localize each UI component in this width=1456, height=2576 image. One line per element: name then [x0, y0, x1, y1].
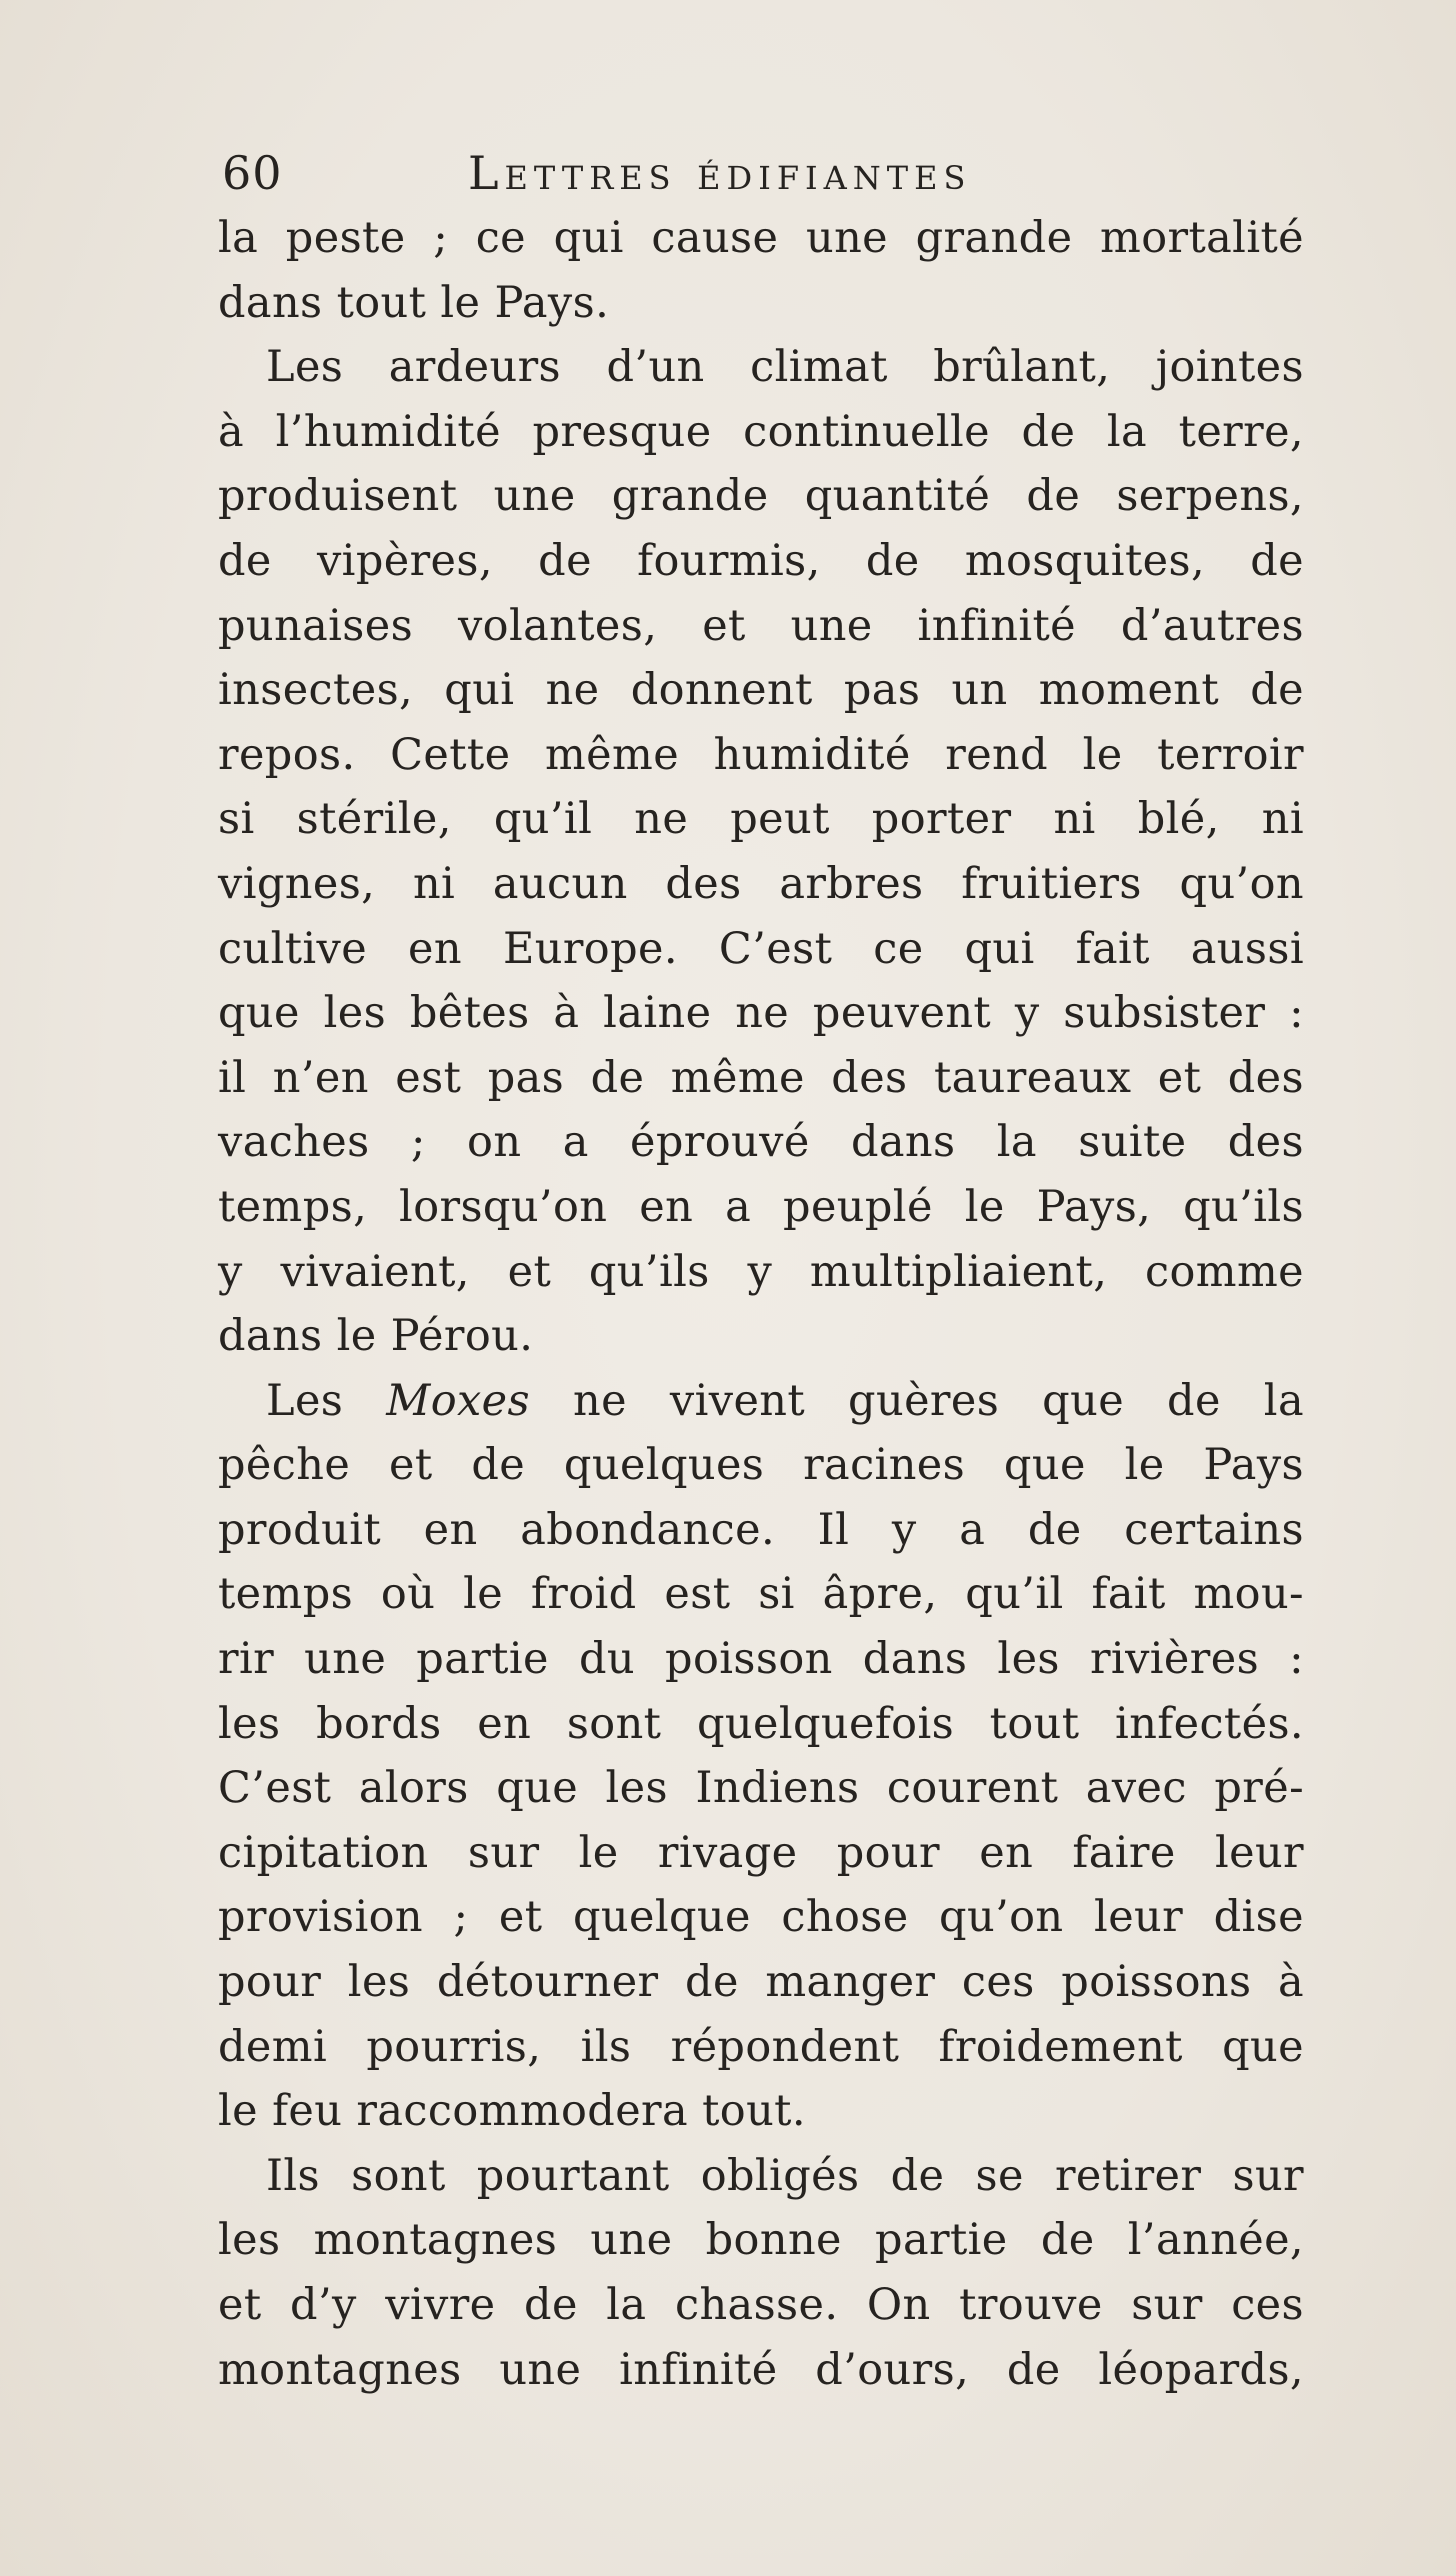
text-line: insectes, qui ne donnent pas un moment de — [218, 665, 1304, 716]
text-line: dans le Pérou. — [218, 1311, 534, 1362]
text-line: montagnes une infinité d’ours, de léopards, — [218, 2344, 1304, 2395]
text-line: il n’en est pas de même des taureaux et des — [218, 1052, 1304, 1103]
text-line: à l’humidité presque continuelle de la terre, — [218, 406, 1304, 457]
running-head: Lettres édifiantes — [468, 146, 972, 200]
text-line: et d’y vivre de la chasse. On trouve sur ces — [218, 2280, 1304, 2330]
text-line: de vipères, de fourmis, de mosquites, de — [218, 535, 1304, 586]
body-text — [218, 206, 1304, 2402]
text-line: produisent une grande quantité de serpens, — [218, 471, 1304, 522]
text-line: produit en abondance. Il y a de certains — [218, 1504, 1304, 1555]
text-line: provision ; et quelque chose qu’on leur dise — [218, 1892, 1304, 1943]
text-line: rir une partie du poisson dans les rivières : — [218, 1634, 1304, 1685]
text-line: temps où le froid est si âpre, qu’il fait mou- — [218, 1569, 1304, 1620]
text-line: le feu raccommodera tout. — [218, 2086, 806, 2137]
text-line: pour les détourner de manger ces poissons à — [218, 1957, 1304, 2008]
line-prefix: Les — [266, 1375, 344, 1426]
text-line: les montagnes une bonne partie de l’année, — [218, 2215, 1304, 2266]
text-line: punaises volantes, et une infinité d’autres — [218, 600, 1304, 651]
text-line: cipitation sur le rivage pour en faire leur — [218, 1827, 1304, 1878]
text-line-moxes — [218, 1369, 1304, 1434]
text-line: dans tout le Pays. — [218, 277, 610, 328]
text-line: la peste ; ce qui cause une grande mortalité — [218, 213, 1304, 263]
text-line: Les ardeurs d’un climat brûlant, jointes — [266, 342, 1304, 393]
text-line: cultive en Europe. C’est ce qui fait aussi — [218, 923, 1304, 974]
text-line: Ils sont pourtant obligés de se retirer sur — [266, 2150, 1304, 2201]
text-line: demi pourris, ils répondent froidement que — [218, 2021, 1304, 2072]
page-number: 60 — [222, 146, 283, 200]
text-line: repos. Cette même humidité rend le terroir — [218, 729, 1304, 780]
text-line: C’est alors que les Indiens courent avec pré- — [218, 1763, 1304, 1814]
text-line: y vivaient, et qu’ils y multipliaient, comme — [218, 1246, 1304, 1297]
text-line: pêche et de quelques racines que le Pays — [218, 1440, 1304, 1491]
text-line: vaches ; on a éprouvé dans la suite des — [218, 1117, 1304, 1168]
line-rest: ne vivent guères que de la — [572, 1375, 1304, 1426]
page-header — [222, 138, 1322, 208]
text-line: que les bêtes à laine ne peuvent y subsister : — [218, 988, 1304, 1039]
moxes-italic: Moxes — [386, 1375, 530, 1426]
text-line: si stérile, qu’il ne peut porter ni blé, ni — [218, 794, 1304, 845]
text-line: temps, lorsqu’on en a peuplé le Pays, qu’ils — [218, 1181, 1304, 1232]
text-line: vignes, ni aucun des arbres fruitiers qu’on — [218, 858, 1304, 909]
text-line: les bords en sont quelquefois tout infectés. — [218, 1698, 1304, 1749]
